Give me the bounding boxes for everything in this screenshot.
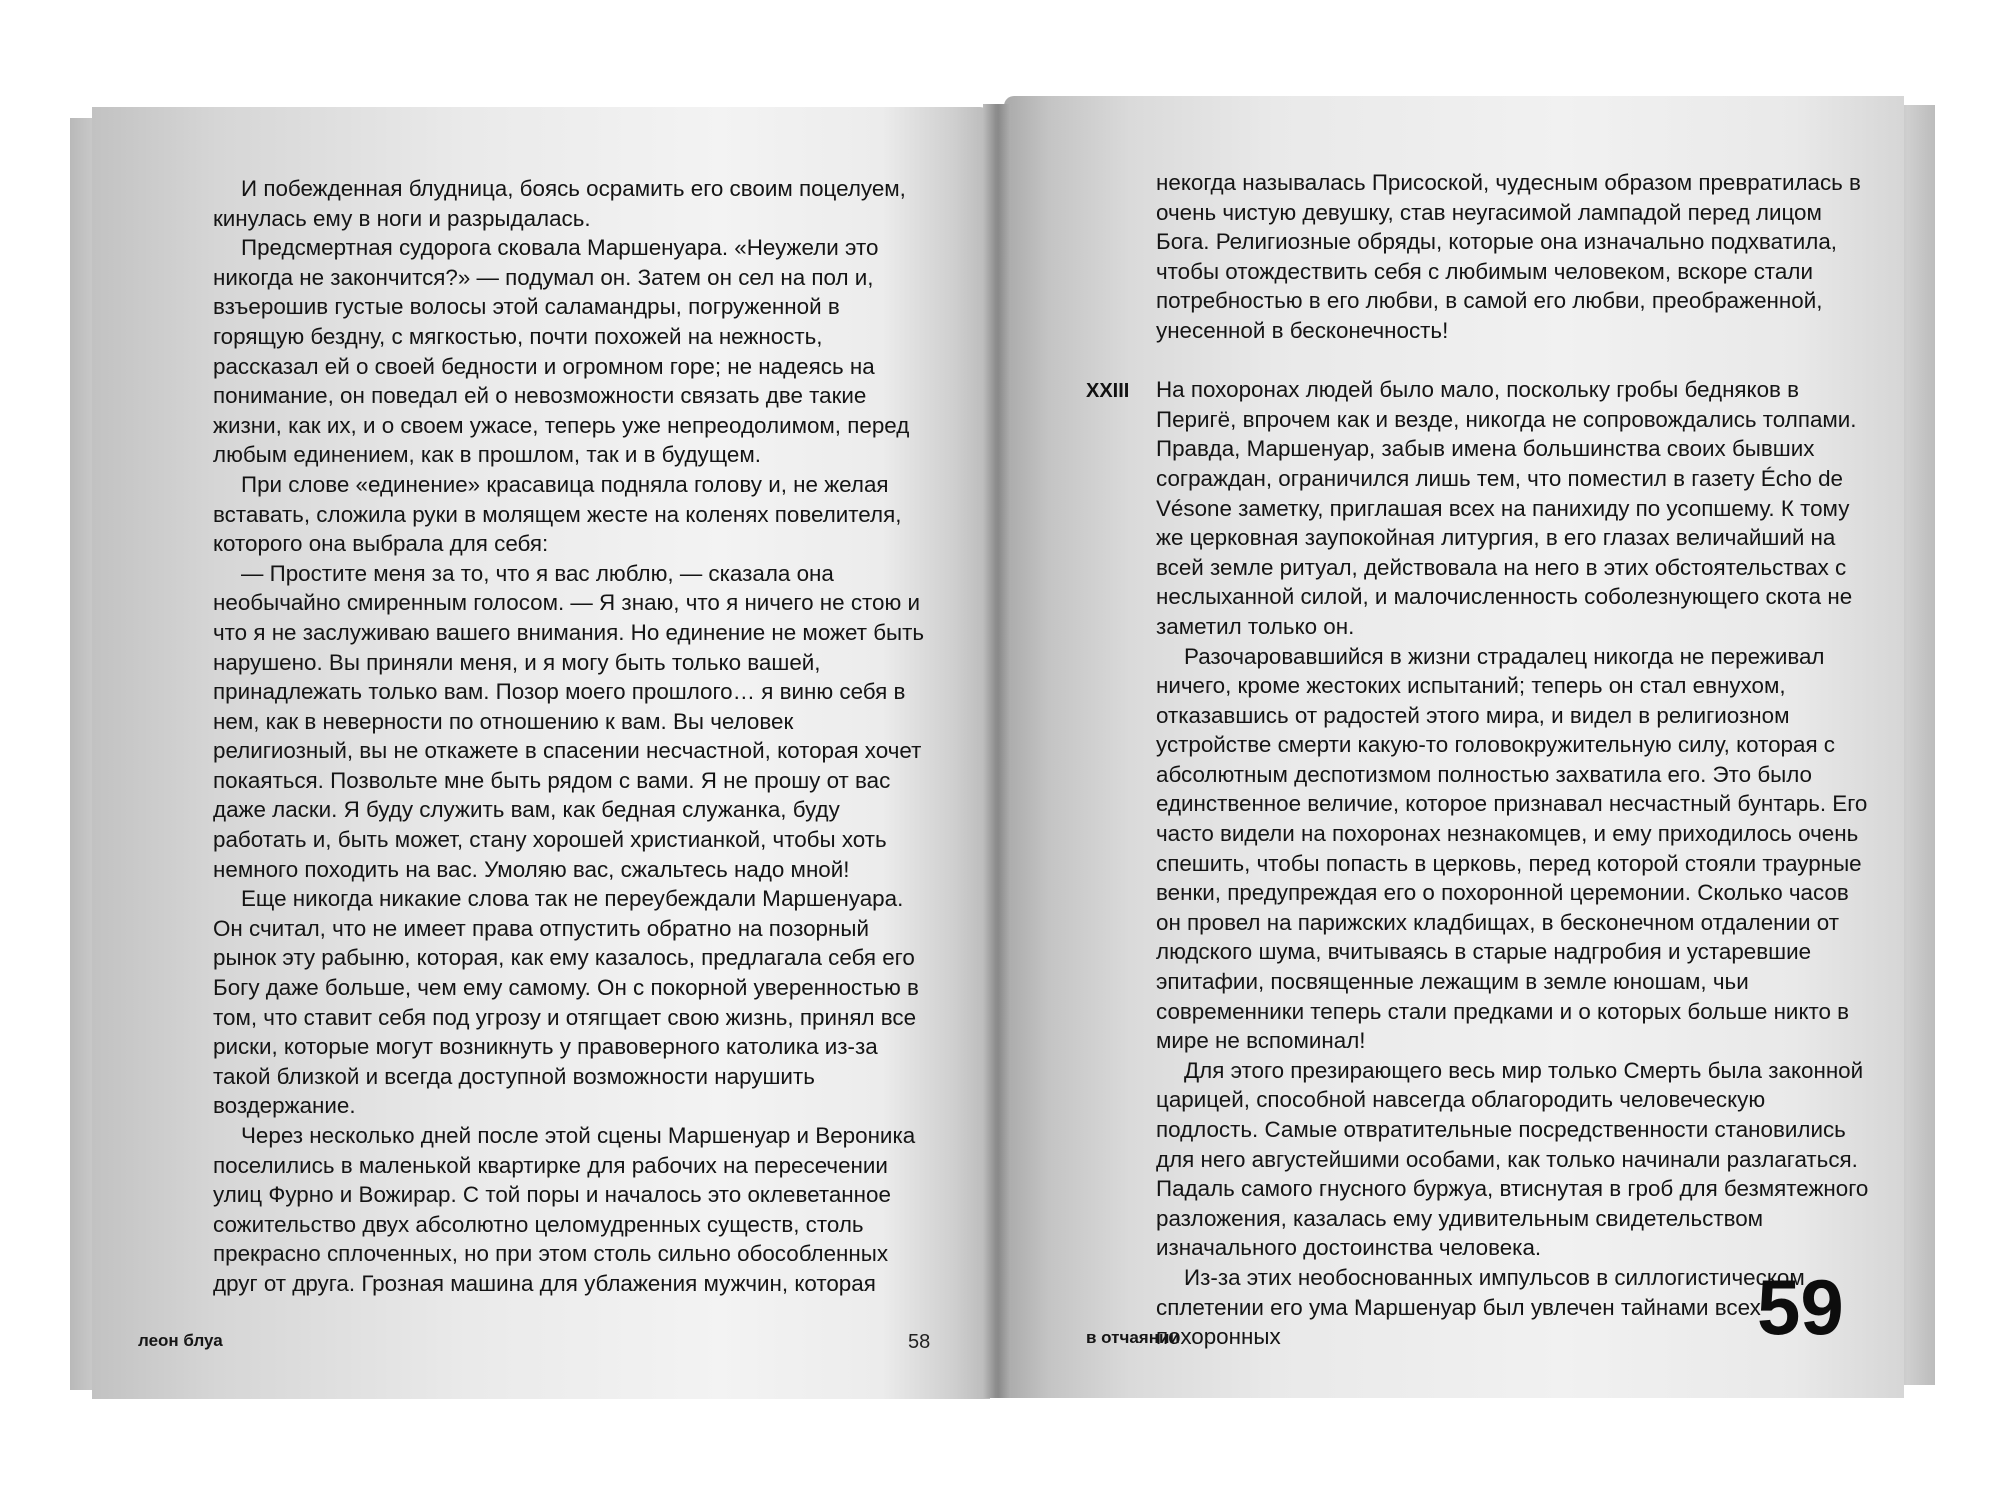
paragraph: Из-за этих необоснованных импульсов в силлогистическом сплетении его ума Маршенуар был увлечен тайнами всех похоронных <box>1156 1264 1805 1350</box>
paragraph: Разочаровавшийся в жизни страдалец никогда не переживал ничего, кроме жестоких испытаний; теперь он стал евнухом, отказавшись от радостей этого мира, и видел в религиозном устройстве смерти какую-то головокружительную силу, которая с абсолютным деспотизмом полностью захватила его. Это было единственное величие, которое признавал несчастный бунтарь. Его часто видели на похоронах незнакомцев, и ему приходилось очень спешить, чтобы попасть в церковь, перед которой стояли траурные венки, предупреждая его о похоронной церемонии. Сколько часов он провел на парижских кладбищах, в бесконечном отдалении от людского шума, вчитываясь в старые надгробия и устаревшие эпитафии, посвященные лежащим в земле юношам, чьи современники теперь стали предками и о которых больше никто в мире не вспоминал! <box>1156 643 1868 1054</box>
paragraph: Предсмертная судорога сковала Маршенуара. «Неужели это никогда не закончится?» — подумал он. Затем он сел на пол и, взъерошив густые волосы этой саламандры, погруженной в горящую бездну, с мягкостью, почти похожей на нежность, рассказал ей о своей бедности и огромном горе; не надеясь на понимание, он поведал ей о невозможности связать две такие жизни, как их, и о своем ужасе, теперь уже непреодолимом, перед любым единением, как в прошлом, так и в будущем. <box>213 235 910 468</box>
right-page-body <box>1156 168 1870 1352</box>
paragraph-spacer <box>1156 346 1870 376</box>
right-page <box>1004 96 1904 1398</box>
book-gutter <box>983 104 1011 1398</box>
paragraph: При слове «единение» красавица подняла голову и, не желая вставать, сложила руки в молящем жесте на коленях повелителя, которого она выбрала для себя: <box>213 471 902 557</box>
left-page-body <box>213 174 925 1299</box>
page-number-right: 59 <box>1757 1263 1844 1351</box>
paragraph: Через несколько дней после этой сцены Маршенуар и Вероника поселились в маленькой квартирке для рабочих на пересечении улиц Фурно и Вожирар. С той поры и началось это оклеветанное сожительство двух абсолютно целомудренных существ, столь прекрасно сплоченных, но при этом столь сильно обособленных друг от друга. Грозная машина для ублажения мужчин, которая <box>213 1123 916 1296</box>
running-footer-author: леон блуа <box>138 1331 223 1350</box>
paragraph-continued: некогда называлась Присоской, чудесным образом превратилась в очень чистую девушку, став неугасимой лампадой перед лицом Бога. Религиозные обряды, которые она изначально подхватила, чтобы отождествить себя с любимым человеком, вскоре стали потребностью в его любви, в самой его любви, преображенной, унесенной в бесконечность! <box>1156 170 1861 343</box>
paragraph: Для этого презирающего весь мир только Смерть была законной царицей, способной навсегда облагородить человеческую подлость. Самые отвратительные посредственности становились для него августейшими особами, как только начинали разлагаться. Падаль самого гнусного буржуа, втиснутая в гроб для безмятежного разложения, казалась ему удивительным свидетельством изначального достоинства человека. <box>1156 1057 1869 1261</box>
page-number-left: 58 <box>908 1331 931 1353</box>
paragraph: И побежденная блудница, боясь осрамить его своим поцелуем, кинулась ему в ноги и разрыдалась. <box>213 176 906 231</box>
left-page <box>92 107 990 1399</box>
chapter-marker: XXIII <box>1086 380 1130 402</box>
paragraph: На похоронах людей было мало, поскольку гробы бедняков в Перигё, впрочем как и везде, никогда не сопровождались толпами. Правда, Маршенуар, забыв имена большинства своих бывших сограждан, ограничился лишь тем, что поместил в газету Écho de Vésone заметку, приглашая всех на панихиду по усопшему. К тому же церковная заупокойная литургия, в его глазах величайший на всей земле ритуал, действовала на него в этих обстоятельствах с неслыханной силой, и малочисленность соболезнующего скота не заметил только он. <box>1156 377 1857 639</box>
running-footer-title: в отчаянии <box>1086 1328 1180 1347</box>
paragraph: — Простите меня за то, что я вас люблю, — сказала она необычайно смиренным голосом. — Я знаю, что я ничего не стою и что я не заслуживаю вашего внимания. Но единение не может быть нарушено. Вы приняли меня, и я могу быть только вашей, принадлежать только вам. Позор моего прошлого… я виню себя в нем, как в неверности по отношению к вам. Вы человек религиозный, вы не откажете в спасении несчастной, которая хочет покаяться. Позвольте мне быть рядом с вами. Я не прошу от вас даже ласки. Я буду служить вам, как бедная служанка, буду работать и, быть может, стану хорошей христианкой, чтобы хоть немного походить на вас. Умоляю вас, сжальтесь надо мной! <box>213 560 925 882</box>
paragraph: Еще никогда никакие слова так не переубеждали Маршенуара. Он считал, что не имеет права отпустить обратно на позорный рынок эту рабыню, которая, как ему казалось, предлагала себя его Богу даже больше, чем ему самому. Он с покорной уверенностью в том, что ставит себя под угрозу и отягщает свою жизнь, принял все риски, которые могут возникнуть у правоверного католика из-за такой близкой и всегда доступной возможности нарушить воздержание. <box>213 886 919 1119</box>
